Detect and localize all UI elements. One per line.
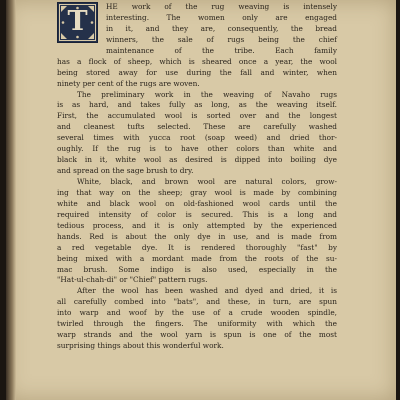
text-line: "Hat-ul-chah-di" or "Chief" pattern rugs. bbox=[57, 275, 208, 285]
text-line: oughly. If the rug is to have other colors than white and bbox=[57, 144, 337, 154]
body-text bbox=[57, 2, 337, 352]
text-line: ing that way on the sheep; gray wool is made by combining bbox=[57, 187, 337, 197]
text-line: into warp and woof by the use of a crude wooden spindle, bbox=[57, 308, 337, 318]
text-line: warp strands and the wool yarn is spun is one of the most bbox=[57, 330, 337, 340]
text-line: ninety per cent of the rugs are woven. bbox=[57, 78, 200, 88]
text-line: twirled through the fingers. The uniformity with which the bbox=[57, 319, 337, 329]
drop-cap-letter: T bbox=[67, 6, 88, 37]
page-binding-edge bbox=[6, 0, 16, 400]
text-line: required intensity of color is secured. This is a long and bbox=[57, 209, 337, 219]
text-line: First, the accumulated wool is sorted over and the longest bbox=[57, 111, 337, 121]
text-line: The preliminary work in the weaving of Navaho rugs bbox=[77, 89, 337, 99]
text-line: White, black, and brown wool are natural colors, grow- bbox=[77, 177, 337, 186]
text-line: After the wool has been washed and dyed and dried, it is bbox=[77, 286, 337, 296]
text-line: HE work of the rug weaving is intensely bbox=[106, 2, 337, 11]
text-line: and cleanest tufts selected. These are carefully washed bbox=[57, 122, 337, 132]
text-line: all carefully combed into "bats", and these, in turn, are spun bbox=[57, 297, 337, 307]
text-line: being stored away for use during the fall and winter, when bbox=[57, 67, 337, 77]
text-line: maintenance of the tribe. Each family bbox=[106, 45, 337, 55]
text-line: winners, the sale of rugs being the chief bbox=[106, 34, 337, 44]
text-line: surprising things about this wonderful work. bbox=[57, 341, 224, 351]
text-line: interesting. The women only are engaged bbox=[106, 12, 337, 22]
text-line: tedious process, and it is only attempted by the experienced bbox=[57, 220, 337, 230]
text-line: in it, and they are, consequently, the bread bbox=[106, 23, 337, 33]
text-line: black in it, white wool as desired is dipped into boiling dye bbox=[57, 155, 337, 165]
text-line: being mixed with a mordant made from the roots of the su- bbox=[57, 253, 337, 263]
text-line: has a flock of sheep, which is sheared once a year, the wool bbox=[57, 56, 337, 66]
text-line: white and black wool on old-fashioned wool cards until the bbox=[57, 198, 337, 208]
text-line: hands. Red is about the only dye in use, and is made from bbox=[57, 231, 337, 241]
text-line: mac brush. Some indigo is also used, especially in the bbox=[57, 264, 337, 274]
text-line: several times with yucca root (soap weed) and dried thor- bbox=[57, 133, 337, 143]
text-line: a red vegetable dye. It is rendered thoroughly "fast" by bbox=[57, 242, 337, 252]
text-line: and spread on the sage brush to dry. bbox=[57, 166, 194, 176]
text-line: is as hard, and takes fully as long, as the weaving itself. bbox=[57, 100, 337, 110]
